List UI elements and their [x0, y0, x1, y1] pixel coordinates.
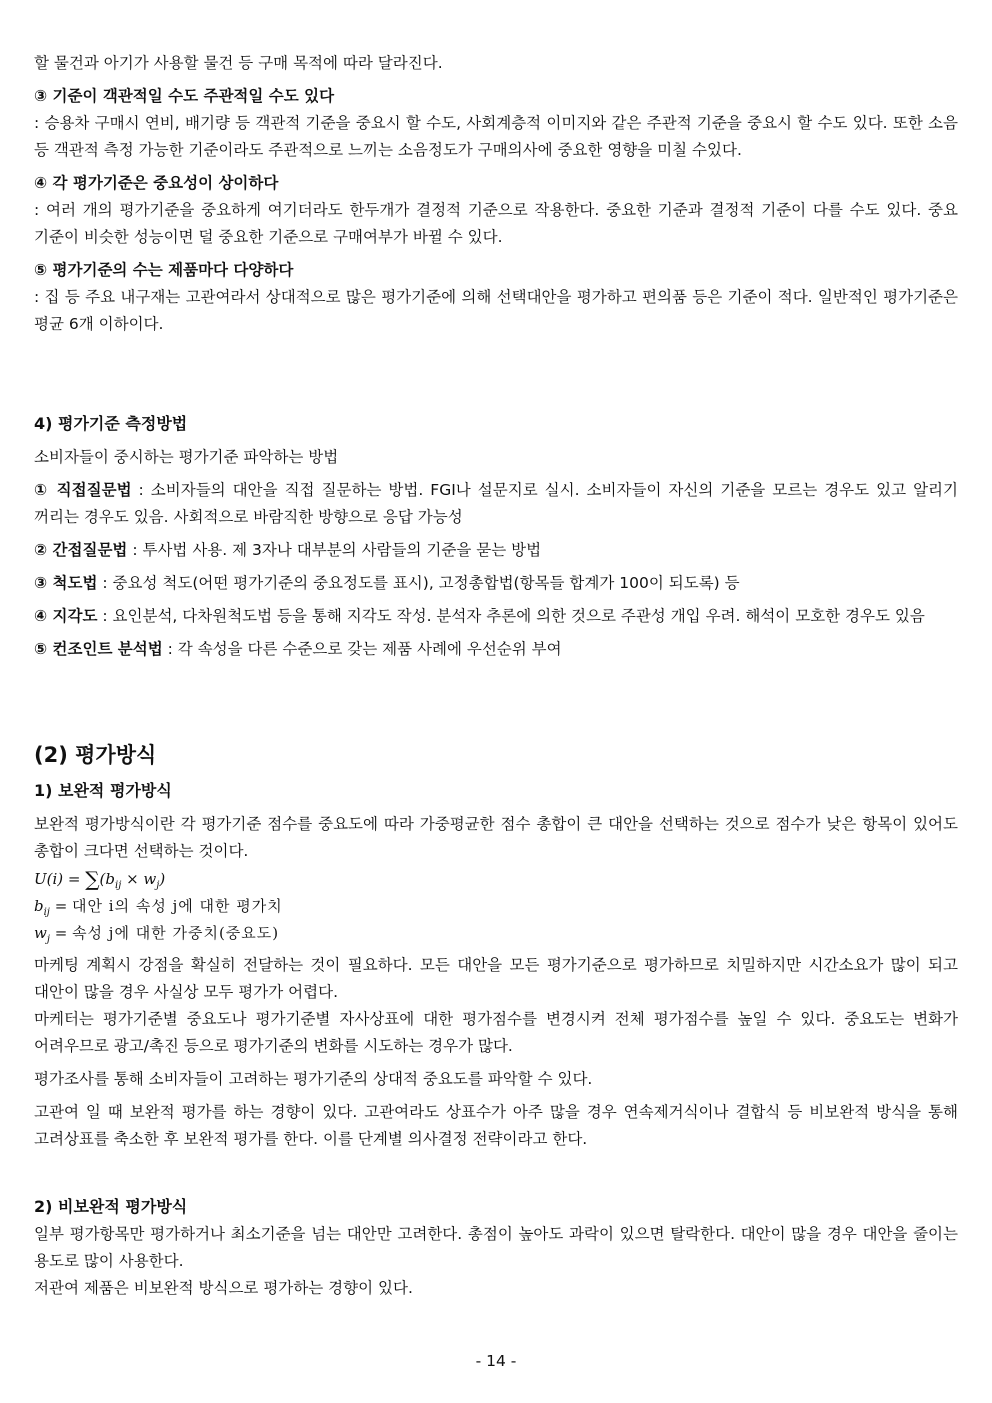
measurement-desc: : 중요성 척도(어떤 평가기준의 중요정도를 표시), 고정총합법(항목들 합계가 100이 되도록) 등 — [97, 574, 740, 592]
formula-line-b: $b_{ij}$ = 대안 i의 속성 j에 대한 평가치 — [34, 897, 283, 918]
non-compensatory-heading: 2) 비보완적 평가방식 — [34, 1197, 188, 1216]
utility-formula — [34, 869, 958, 950]
measurement-desc: : 요인분석, 다차원척도법 등을 통해 지각도 작성. 분석자 추론에 의한 것으로 주관성 개입 우려. 해석이 모호한 경우도 있음 — [97, 607, 925, 625]
non-compensatory-paragraph: 일부 평가항목만 평가하거나 최소기준을 넘는 대안만 고려한다. 총점이 높아도 과락이 있으면 탈락한다. 대안이 많을 경우 대안을 줄이는 용도로 많이 사용한다. — [34, 1225, 958, 1270]
measurement-item — [34, 537, 958, 564]
measurement-item — [34, 603, 958, 630]
measurement-heading: 4) 평가기준 측정방법 — [34, 414, 188, 433]
compensatory-heading: 1) 보완적 평가방식 — [34, 781, 172, 800]
characteristic-body: : 여러 개의 평가기준을 중요하게 여기더라도 한두개가 결정적 기준으로 작용한다. 중요한 기준과 결정적 기준이 다를 수도 있다. 중요 기준이 비슷한 성능이면 덜 중요한 기준으로 구매여부가 바뀔 수 있다. — [34, 201, 958, 246]
measurement-item — [34, 477, 958, 531]
formula-line-utility: $U(i) = \sum(b_{ij} \times w_j)$ — [34, 867, 166, 891]
characteristic-heading: ⑤ 평가기준의 수는 제품마다 다양하다 — [34, 261, 294, 279]
measurement-item — [34, 636, 958, 663]
characteristic-5 — [34, 257, 958, 338]
non-compensatory-paragraph: 저관여 제품은 비보완적 방식으로 평가하는 경향이 있다. — [34, 1279, 413, 1297]
measurement-desc: : 소비자들의 대안을 직접 질문하는 방법. FGI나 설문지로 실시. 소비자들이 자신의 기준을 모르는 경우도 있고 알리기 꺼리는 경우도 있음. 사회적으로 바람직한 방향으로 응답 가능성 — [34, 481, 958, 526]
sigma-symbol: ∑ — [85, 867, 100, 891]
intro-line: 할 물건과 아기가 사용할 물건 등 구매 목적에 따라 달라진다. — [34, 54, 443, 72]
measurement-term: ④ 지각도 — [34, 607, 98, 625]
measurement-term: ② 간접질문법 — [34, 541, 128, 559]
measurement-item — [34, 570, 958, 597]
measurement-term: ③ 척도법 — [34, 574, 98, 592]
measurement-intro: 소비자들이 중시하는 평가기준 파악하는 방법 — [34, 448, 339, 466]
measurement-desc: : 투사법 사용. 제 3자나 대부분의 사람들의 기준을 묻는 방법 — [127, 541, 542, 559]
page-number: - 14 - — [475, 1352, 517, 1370]
section-heading: (2) 평가방식 — [34, 743, 157, 767]
measurement-term: ① 직접질문법 — [34, 481, 132, 499]
compensatory-paragraph: 마케팅 계획시 강점을 확실히 전달하는 것이 필요하다. 모든 대안을 모든 평가기준으로 평가하므로 치밀하지만 시간소요가 많이 되고 대안이 많을 경우 사실상 모두 평가가 어렵다. — [34, 956, 958, 1001]
measurement-desc: : 각 속성을 다른 수준으로 갖는 제품 사례에 우선순위 부여 — [162, 640, 562, 658]
compensatory-paragraph: 평가조사를 통해 소비자들이 고려하는 평가기준의 상대적 중요도를 파악할 수 있다. — [34, 1070, 593, 1088]
measurement-section — [34, 410, 958, 663]
characteristic-body: : 집 등 주요 내구재는 고관여라서 상대적으로 많은 평가기준에 의해 선택대안을 평가하고 편의품 등은 기준이 적다. 일반적인 평가기준은 평균 6개 이하이다. — [34, 288, 958, 333]
characteristic-body: : 승용차 구매시 연비, 배기량 등 객관적 기준을 중요시 할 수도, 사회계층적 이미지와 같은 주관적 기준을 중요시 할 수도 있다. 또한 소음 등 객관적 측정 가능한 기준이라도 주관적으로 느끼는 소음정도가 구매의사에 중요한 영향을 미칠 수있다. — [34, 114, 958, 159]
compensatory-paragraph: 마케터는 평가기준별 중요도나 평가기준별 자사상표에 대한 평가점수를 변경시켜 전체 평가점수를 높일 수 있다. 중요도는 변화가 어려우므로 광고/촉진 등으로 평가기준의 변화를 시도하는 경우가 많다. — [34, 1010, 958, 1055]
characteristic-4 — [34, 170, 958, 251]
characteristic-3 — [34, 83, 958, 164]
compensatory-paragraph: 고관여 일 때 보완적 평가를 하는 경향이 있다. 고관여라도 상표수가 아주 많을 경우 연속제거식이나 결합식 등 비보완적 방식을 통해 고려상표를 축소한 후 보완적 평가를 한다. 이를 단계별 의사결정 전략이라고 한다. — [34, 1103, 958, 1148]
characteristic-heading: ③ 기준이 객관적일 수도 주관적일 수도 있다 — [34, 87, 335, 105]
compensatory-definition: 보완적 평가방식이란 각 평가기준 점수를 중요도에 따라 가중평균한 점수 총합이 큰 대안을 선택하는 것으로 점수가 낮은 항목이 있어도 총합이 크다면 선택하는 것이다. — [34, 815, 958, 860]
formula-line-w: $w_j$ = 속성 j에 대한 가중치(중요도) — [34, 924, 280, 945]
measurement-term: ⑤ 컨조인트 분석법 — [34, 640, 163, 658]
document-page — [34, 50, 958, 1302]
compensatory-section — [34, 777, 958, 1153]
characteristic-heading: ④ 각 평가기준은 중요성이 상이하다 — [34, 174, 279, 192]
non-compensatory-section — [34, 1193, 958, 1302]
